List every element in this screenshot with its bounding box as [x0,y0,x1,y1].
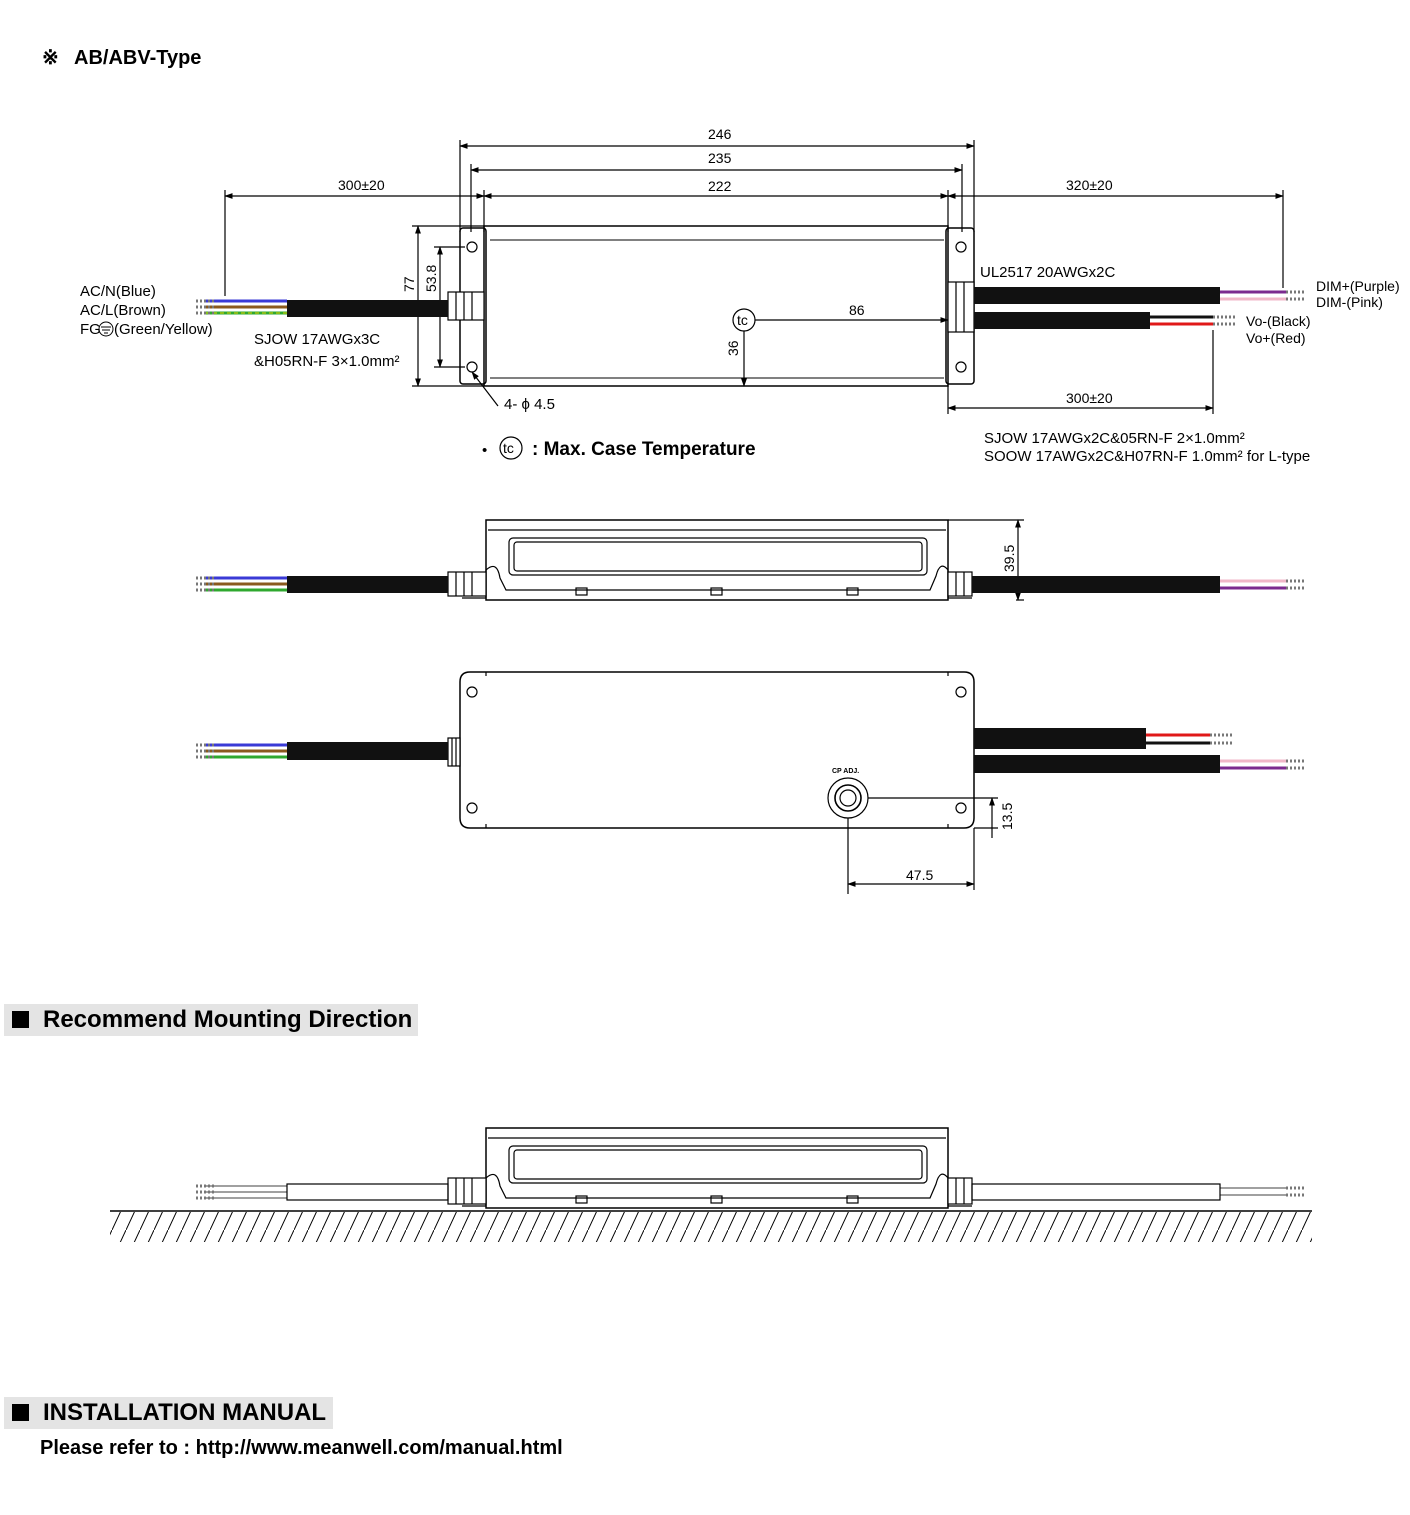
page-title: AB/ABV-Type [74,47,202,69]
dim-width: 77 [401,276,417,292]
output-cables-top [948,287,1306,414]
dim-output-cable: 300±20 [1066,390,1113,406]
dim-adj-edge: 13.5 [999,802,1015,830]
dim-hole-pitch: 235 [708,150,732,166]
label-adj: CP ADJ. [832,768,860,775]
input-cable-top [196,300,448,317]
installation-note[interactable]: Please refer to : http://www.meanwell.com/manual.html [40,1437,563,1459]
dim-adj-right: 47.5 [906,867,934,883]
legend-bullet: • [482,442,488,459]
mounting-surface-hatch [110,1212,1312,1242]
section-mounting-title [4,1004,412,1036]
bottom-view [448,672,998,894]
dim-mount-holes: 4- ϕ 4.5 [504,396,555,413]
label-input-cable-2: &H05RN-F 3×1.0mm² [254,353,400,370]
tc-symbol-on-case: tc [737,312,748,328]
label-dim-minus: DIM-(Pink) [1316,294,1383,310]
label-vo-minus: Vo-(Black) [1246,313,1311,329]
dim-overall-length: 246 [708,126,732,142]
label-vo-plus: Vo+(Red) [1246,330,1306,346]
label-output-cable-2: SOOW 17AWGx2C&H07RN-F 1.0mm² for L-type [984,448,1311,465]
label-ac-l: AC/L(Brown) [80,302,166,319]
dim-tc-right: 86 [849,302,865,318]
label-fg-prefix: FG [80,321,101,338]
header-symbol: ※ [42,47,59,69]
side-view [448,520,1024,600]
label-fg-suffix: (Green/Yellow) [114,321,213,338]
dim-hole-spacing: 53.8 [423,264,439,292]
section-installation-title [4,1397,326,1429]
dim-input-cable: 300±20 [338,177,385,193]
tc-legend-description: : Max. Case Temperature [532,439,756,460]
square-bullet-icon [12,1011,29,1028]
dim-dim-cable: 320±20 [1066,177,1113,193]
ground-icon [99,322,113,336]
tc-legend-text: tc [503,440,514,456]
mounting-view [110,1128,1312,1211]
dim-case-length: 222 [708,178,732,194]
dim-side-height: 39.5 [1001,544,1017,572]
square-bullet-icon [12,1404,29,1421]
dim-tc-bottom: 36 [725,340,741,356]
label-dim-cable: UL2517 20AWGx2C [980,264,1116,281]
label-dim-plus: DIM+(Purple) [1316,278,1400,294]
bottom-view-cables [196,728,1306,773]
section-installation-label: INSTALLATION MANUAL [43,1399,327,1426]
section-mounting-label: Recommend Mounting Direction [43,1006,413,1033]
label-input-cable-1: SJOW 17AWGx3C [254,331,381,348]
mounting-wire-ends [196,1186,1306,1198]
label-ac-n: AC/N(Blue) [80,283,156,300]
label-output-cable-1: SJOW 17AWGx2C&05RN-F 2×1.0mm² [984,430,1245,447]
